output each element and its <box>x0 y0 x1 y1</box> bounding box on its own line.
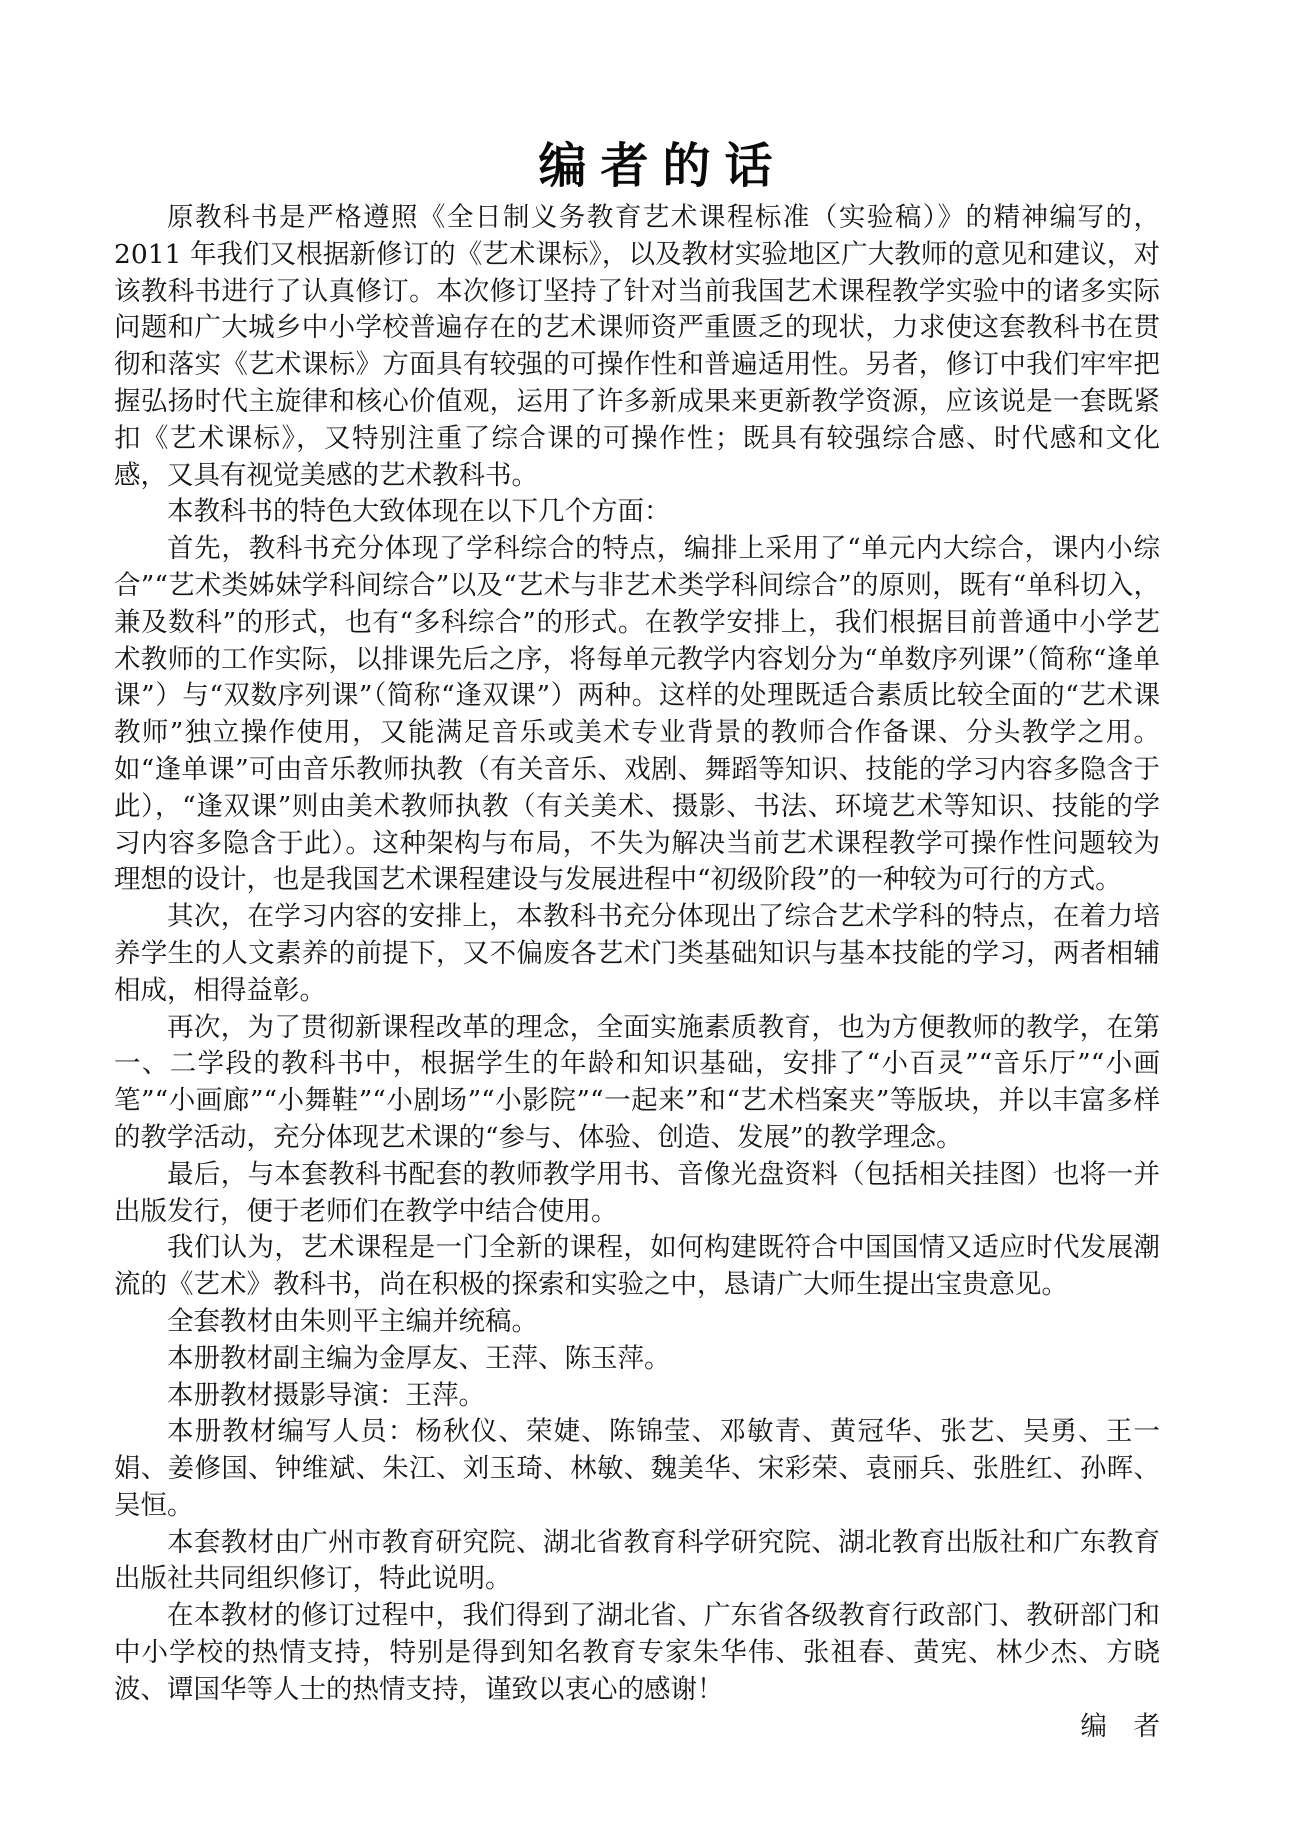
paragraph-first: 首先，教科书充分体现了学科综合的特点，编排上采用了“单元内大综合，课内小综合”“艺术类姊妹学科间综合”以及“艺术与非艺术类学科间综合”的原则，既有“单科切入，兼及数科”的形式，也有“多科综合”的形式。在教学安排上，我们根据目前普通中小学艺术教师的工作实际，以排课先后之序，将每单元教学内容划分为“单数序列课”（简称“逢单课”）与“双数序列课”（简称“逢双课”）两种。这样的处理既适合素质比较全面的“艺术课教师”独立操作使用，又能满足音乐或美术专业背景的教师合作备课、分头教学之用。如“逢单课”可由音乐教师执教（有关音乐、戏剧、舞蹈等知识、技能的学习内容多隐含于此），“逢双课”则由美术教师执教（有关美术、摄影、书法、环境艺术等知识、技能的学习内容多隐含于此）。这种架构与布局，不失为解决当前艺术课程教学可操作性问题较为理想的设计，也是我国艺术课程建设与发展进程中“初级阶段”的一种较为可行的方式。 <box>114 533 1160 896</box>
paragraph-features-lead: 本教科书的特色大致体现在以下几个方面： <box>167 496 671 528</box>
signature: 编 者 <box>1080 1710 1160 1742</box>
paragraph-deputy-editors: 本册教材副主编为金厚友、王萍、陈玉萍。 <box>167 1342 671 1374</box>
paragraph-writers: 本册教材编写人员：杨秋仪、荣婕、陈锦莹、邓敏青、黄冠华、张艺、吴勇、王一娟、姜修国、钟维斌、朱江、刘玉琦、林敏、魏美华、宋彩荣、袁丽兵、张胜红、孙晖、吴恒。 <box>114 1416 1160 1521</box>
page-title: 编者的话 <box>538 138 787 195</box>
paragraph-acknowledgement: 在本教材的修订过程中，我们得到了湖北省、广东省各级教育行政部门、教研部门和中小学校的热情支持，特别是得到知名教育专家朱华伟、张祖春、黄宪、林少杰、方晓波、谭国华等人士的热情支持，谨致以衷心的感谢！ <box>114 1600 1160 1705</box>
body-text <box>114 200 1160 1745</box>
paragraph-last: 最后，与本套教科书配套的教师教学用书、音像光盘资料（包括相关挂图）也将一并出版发行，便于老师们在教学中结合使用。 <box>114 1158 1160 1227</box>
paragraph-organizations: 本套教材由广州市教育研究院、湖北省教育科学研究院、湖北教育出版社和广东教育出版社共同组织修订，特此说明。 <box>114 1526 1160 1595</box>
paragraph-third: 再次，为了贯彻新课程改革的理念，全面实施素质教育，也为方便教师的教学，在第一、二学段的教科书中，根据学生的年龄和知识基础，安排了“小百灵”“音乐厅”“小画笔”“小画廊”“小舞鞋”“小剧场”“小影院”“一起来”和“艺术档案夹”等版块，并以丰富多样的教学活动，充分体现艺术课的“参与、体验、创造、发展”的教学理念。 <box>114 1011 1160 1153</box>
paragraph-photo-director: 本册教材摄影导演：王萍。 <box>167 1379 485 1411</box>
paragraph-intro: 原教科书是严格遵照《全日制义务教育艺术课程标准（实验稿）》的精神编写的，2011 年我们又根据新修订的《艺术课标》，以及教材实验地区广大教师的意见和建议，对该教科书进行了认真修订。本次修订坚持了针对当前我国艺术课程教学实验中的诸多实际问题和广大城乡中小学校普遍存在的艺术课师资严重匮乏的现状，力求使这套教科书在贯彻和落实《艺术课标》方面具有较强的可操作性和普遍适用性。另者，修订中我们牢牢把握弘扬时代主旋律和核心价值观，运用了许多新成果来更新教学资源，应该说是一套既紧扣《艺术课标》，又特别注重了综合课的可操作性；既具有较强综合感、时代感和文化感，又具有视觉美感的艺术教科书。 <box>114 202 1160 491</box>
paragraph-chief-editor: 全套教材由朱则平主编并统稿。 <box>167 1305 538 1337</box>
paragraph-opinion: 我们认为，艺术课程是一门全新的课程，如何构建既符合中国国情又适应时代发展潮流的《艺术》教科书，尚在积极的探索和实验之中，恳请广大师生提出宝贵意见。 <box>114 1232 1160 1301</box>
paragraph-second: 其次，在学习内容的安排上，本教科书充分体现出了综合艺术学科的特点，在着力培养学生的人文素养的前提下，又不偏废各艺术门类基础知识与基本技能的学习，两者相辅相成，相得益彰。 <box>114 901 1160 1006</box>
